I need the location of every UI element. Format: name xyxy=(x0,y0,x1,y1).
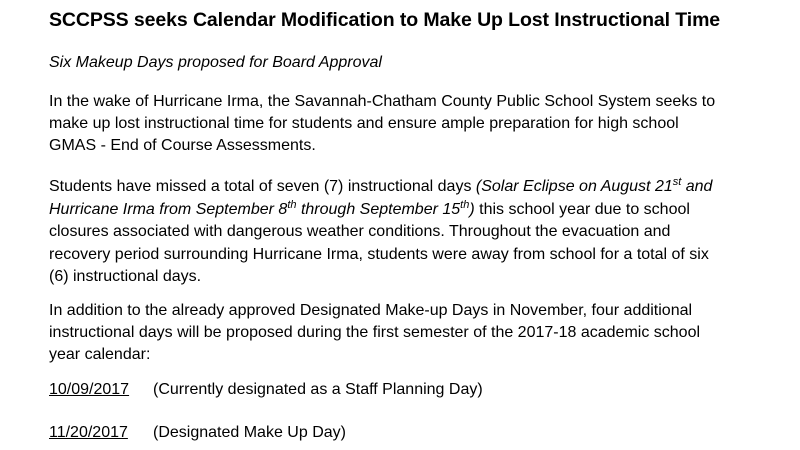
text-span: Students have missed a total of seven (7) instructional days xyxy=(49,178,476,195)
text-span: and xyxy=(681,178,713,195)
paragraph-line: year calendar: xyxy=(49,346,151,363)
makeup-day-row xyxy=(49,424,346,442)
paragraph-line: instructional days will be proposed during the first semester of the 2017-18 academic school xyxy=(49,324,701,341)
paragraph-additional-days xyxy=(49,300,700,366)
makeup-day-row xyxy=(49,381,483,399)
text-span: this school year due to school xyxy=(474,200,690,218)
paragraph-line: closures associated with dangerous weather conditions. Throughout the evacuation and xyxy=(49,223,671,240)
paragraph-line: recovery period surrounding Hurricane Irma, students were away from school for a total of six xyxy=(49,245,709,263)
text-span: ) xyxy=(469,200,475,218)
makeup-note: (Designated Make Up Day) xyxy=(153,424,346,441)
paragraph-line: make up lost instructional time for students and ensure ample preparation for high school xyxy=(49,115,679,132)
paragraph-line: GMAS - End of Course Assessments. xyxy=(49,137,316,154)
paragraph-missed-days xyxy=(49,176,712,289)
document-subtitle: Six Makeup Days proposed for Board Approval xyxy=(49,54,382,71)
paragraph-line xyxy=(49,199,712,222)
paragraph-intro xyxy=(49,91,715,157)
paragraph-line xyxy=(49,176,712,199)
makeup-note: (Currently designated as a Staff Planning Day) xyxy=(153,381,483,398)
text-span: Hurricane Irma from September 8 xyxy=(49,200,288,218)
makeup-date: 10/09/2017 xyxy=(49,381,130,398)
text-span: (Solar Eclipse on August 21 xyxy=(475,178,673,195)
paragraph-line: (6) instructional days. xyxy=(49,268,202,285)
italic-text xyxy=(476,178,713,195)
text-span: through September 15 xyxy=(296,200,461,218)
italic-text xyxy=(49,198,475,218)
superscript: st xyxy=(672,176,682,188)
superscript: th xyxy=(287,198,297,211)
makeup-date: 11/20/2017 xyxy=(49,424,128,441)
document-title: SCCPSS seeks Calendar Modification to Make Up Lost Instructional Time xyxy=(49,9,721,31)
superscript: th xyxy=(460,198,470,211)
paragraph-line: In addition to the already approved Designated Make-up Days in November, four additional xyxy=(49,302,693,319)
paragraph-line: In the wake of Hurricane Irma, the Savannah-Chatham County Public School System seeks to xyxy=(49,93,716,110)
